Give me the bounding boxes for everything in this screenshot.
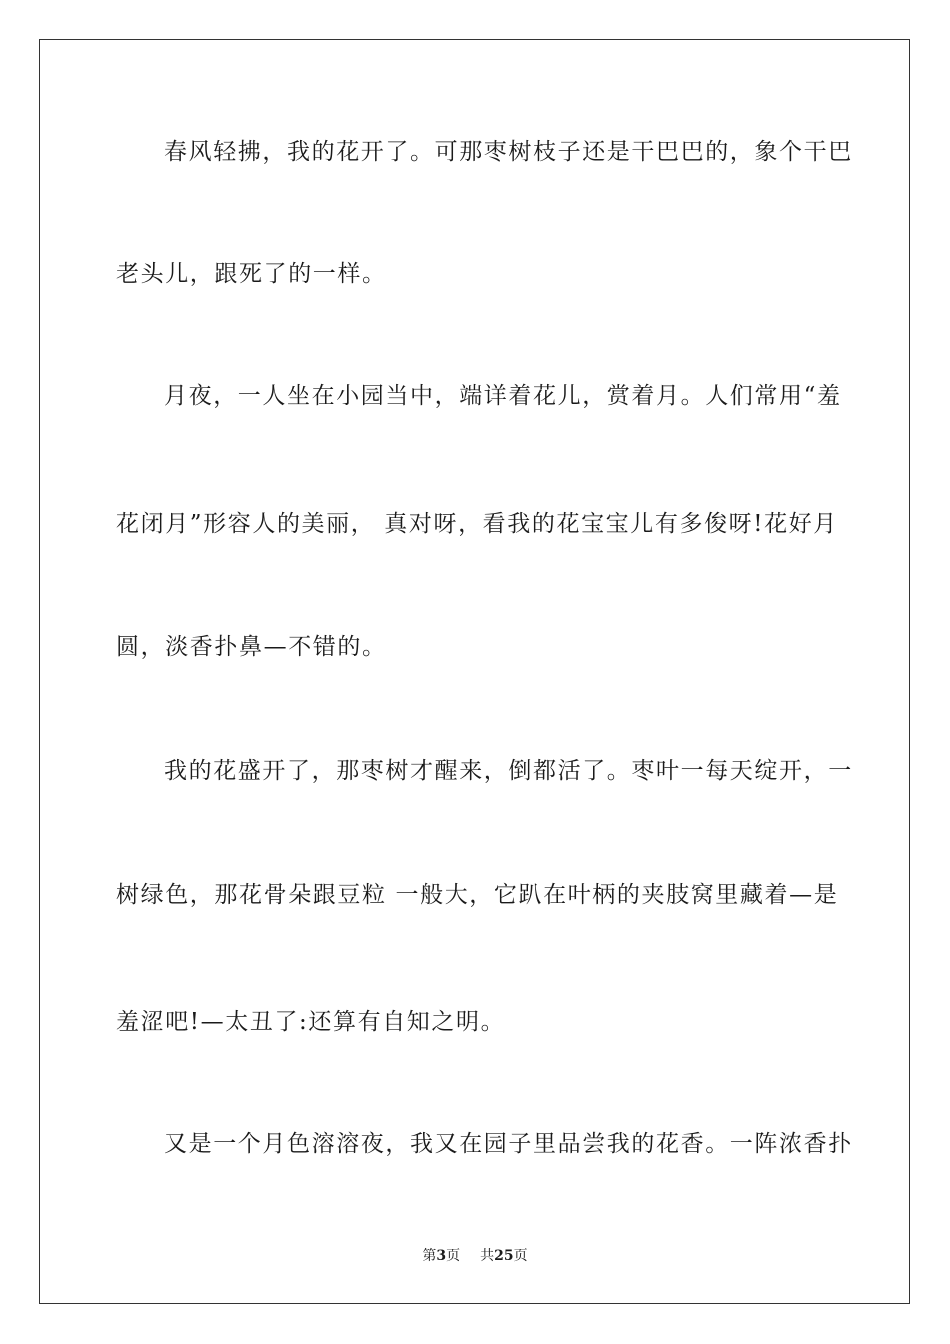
page-suffix: 页: [446, 1248, 461, 1264]
paragraph-4-line-1: 又是一个月色溶溶夜，我又在园子里品尝我的花香。一阵浓香扑: [164, 1131, 853, 1157]
paragraph-1-line-2: 老头儿，跟死了的一样。: [116, 261, 387, 287]
page-border: [39, 39, 910, 1304]
page-prefix: 第: [422, 1248, 437, 1264]
total-pages: 25: [494, 1248, 514, 1264]
paragraph-1-line-1: 春风轻拂，我的花开了。可那枣树枝子还是干巴巴的，象个干巴: [164, 139, 853, 165]
paragraph-2-line-3: 圆，淡香扑鼻—不错的。: [116, 634, 387, 660]
paragraph-3-line-3: 羞涩吧!—太丑了:还算有自知之明。: [116, 1009, 506, 1035]
paragraph-2-line-2: 花闭月”形容人的美丽， 真对呀，看我的花宝宝儿有多俊呀!花好月: [116, 511, 838, 537]
total-suffix: 页: [513, 1248, 528, 1264]
paragraph-3-line-2: 树绿色，那花骨朵跟豆粒 一般大，它趴在叶柄的夹肢窝里藏着—是: [116, 882, 839, 908]
page-footer: [0, 1247, 950, 1265]
paragraph-3-line-1: 我的花盛开了，那枣树才醒来，倒都活了。枣叶一每天绽开，一: [164, 758, 853, 784]
total-prefix: 共: [480, 1248, 495, 1264]
paragraph-2-line-1: 月夜，一人坐在小园当中，端详着花儿，赏着月。人们常用“羞: [164, 383, 842, 409]
page-number: 3: [436, 1248, 447, 1264]
